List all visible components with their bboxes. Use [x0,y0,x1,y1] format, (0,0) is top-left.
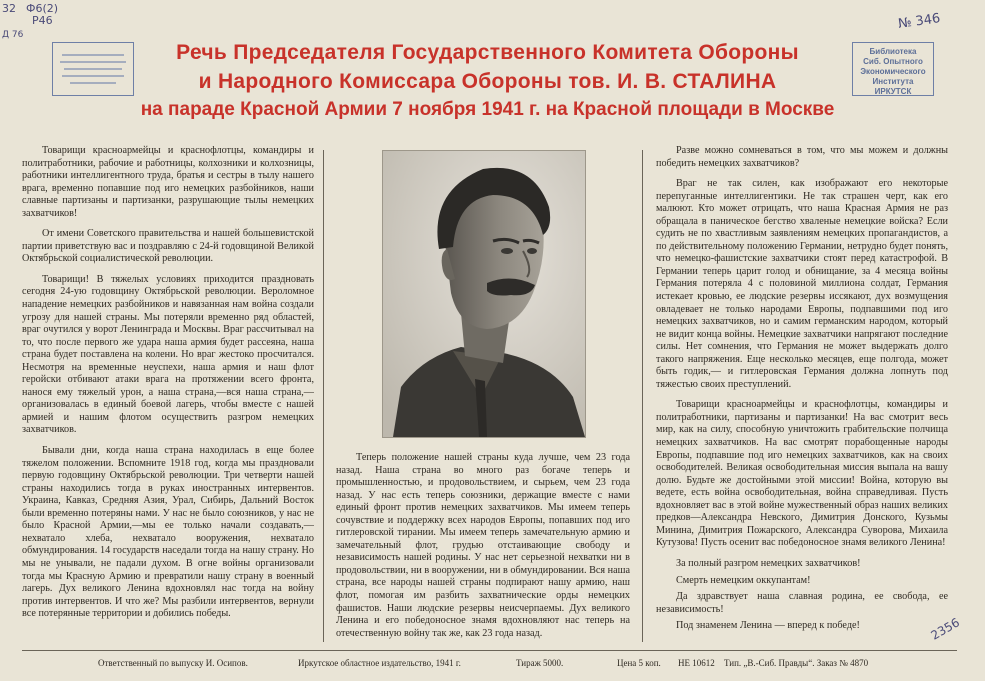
stamp-line-1: Библиотека [869,47,917,56]
footer-printing-house: Тип. „В.-Сиб. Правды“. Заказ № 4870 [724,658,869,668]
title-line-3: на параде Красной Армии 7 ноября 1941 г. на Красной площади в Москве [140,99,835,120]
stamp-line-2: Сиб. Опытного [863,57,923,66]
handwritten-inventory: 2356 [928,615,963,643]
library-stamp-right [852,42,934,96]
portrait-illustration [383,151,585,437]
stamp-line-4: Института [872,77,914,86]
handwritten-note-4: Д 76 [2,30,24,40]
handwritten-number: № 346 [897,11,942,32]
stamp-lines-graphic [54,47,132,91]
paragraph: Товарищи красноармейцы и краснофлотцы, командиры и политработники, рабочие и работницы, колхозники и колхозницы, работники интеллигентного труда, братья и сестры в тылу нашего врага, временно попавшие под иго немецких разбойников, наши славные партизаны и партизанки, разрушающие тылы немецких захватчиков! [22,145,314,219]
footer-price: Цена 5 коп. [617,658,661,668]
footer-rule [22,650,957,651]
stamp-line-3: Экономического [860,67,926,76]
footer-responsible: Ответственный по выпуску И. Осипов. [98,658,248,668]
slogan: Смерть немецким оккупантам! [676,574,811,586]
paragraph: Разве можно сомневаться в том, что мы можем и должны победить немецких захватчиков? [656,145,948,169]
column-divider-right [642,150,643,642]
column-divider-left [323,150,324,642]
footer-code: НЕ 10612 [678,658,715,668]
slogan: За полный разгром немецких захватчиков! [676,557,861,569]
speech-column-3 [656,145,948,637]
handwritten-note-1: 32 [2,2,16,15]
handwritten-note-3: Р46 [32,14,53,27]
speech-column-2 [336,452,630,648]
paragraph: От имени Советского правительства и нашей большевистской партии приветствую вас и поздравляю с 24-й годовщиной Великой Октябрьской социалистической революции. [22,228,314,265]
paragraph: Теперь положение нашей страны куда лучше, чем 23 года назад. Наша страна во много раз богаче теперь и промышленностью, и продовольствием, и сырьем, чем 23 года назад. У нас есть теперь союзники, держащие вместе с нами единый фронт против немецких захватчиков. Мы имеем теперь сочувствие и поддержку всех народов Европы, попавших под иго гитлеровской тирании. Мы имеем теперь замечательную армию и замечательный флот, грудью отстаивающие свободу и независимость нашей родины. У нас нет серьезной нехватки ни в продовольствии, ни в вооружении, ни в обмундировании. Вся наша страна, все народы нашей страны подпирают нашу армию, наш флот, помогая им разбить захватнические орды немецких фашистов. Наши людские резервы неисчерпаемы. Дух великого Ленина и его победоносное знамя вдохновляют нас теперь на отечественную войну так же, как 23 года назад. [336,452,630,639]
footer-publisher: Иркутское областное издательство, 1941 г. [298,658,461,668]
portrait-photo [382,150,586,438]
paragraph: Враг не так силен, как изображают его некоторые перепуганные интеллигентики. Не так страшен черт, как его малюют. Кто может отрицать, что наша Красная Армия не раз обращала в паническое бегство хваленые немецкие войска? Если судить не по хвастливым заявлениям немецких пропагандистов, а по действительному положению Германии, нетрудно будет понять, что немецко-фашистские захватчики стоят перед катастрофой. В Германии теперь царит голод и обнищание, за 4 месяца войны Германия потеряла 4 с половиной миллиона солдат, Германия истекает кровью, ее людские резервы иссякают, дух возмущения овладевает не только народами Европы, подпавшими под иго немецких захватчиков, но и самим германским народом, который не видит конца войны. Немецкие захватчики напрягают последние силы. Нет сомнения, что Германия не может выдержать долго такого напряжения. Еще несколько месяцев, еще полгода, может быть годик,— и гитлеровская Германия должна лопнуть под тяжестью своих преступлений. [656,178,948,390]
title-line-1: Речь Председателя Государственного Комитета Обороны [176,41,799,64]
handwritten-note-2: Ф6(2) [26,2,59,15]
title-line-2: и Народного Комиссара Обороны тов. И. В. СТАЛИНА [198,70,777,93]
footer-print-run: Тираж 5000. [516,658,564,668]
poster-title [140,38,835,123]
paragraph: Товарищи красноармейцы и краснофлотцы, командиры и политработники, партизаны и партизанки! На вас смотрит весь мир, как на силу, способную уничтожить грабительские полчища немецких захватчиков. На вас смотрят порабощенные народы Европы, подпавшие под иго немецких захватчиков, как на своих освободителей. Великая освободительная миссия выпала на вашу долю. Будьте же достойными этой миссии! Война, которую вы ведете, есть война освободительная, война справедливая. Пусть вдохновляет вас в этой войне мужественный образ наших великих предков—Александра Невского, Димитрия Донского, Кузьмы Минина, Димитрия Пожарского, Александра Суворова, Михаила Кутузова! Пусть осенит вас победоносное знамя великого Ленина! [656,399,948,549]
slogan: Под знаменем Ленина — вперед к победе! [676,620,860,632]
library-stamp-left [52,42,134,96]
paragraph: Товарищи! В тяжелых условиях приходится праздновать сегодня 24-ую годовщину Октябрьской революции. Вероломное нападение немецких разбойников и навязанная нам война создали угрозу для нашей страны. Мы потеряли временно ряд областей, враг очутился у ворот Ленинграда и Москвы. Враг рассчитывал на то, что после первого же удара наша армия будет рассеяна, наша страна будет поставлена на колени. Но враг жестоко просчитался. Несмотря на временные неуспехи, наша армия и наш флот геройски отбивают атаки врага на протяжении всего фронта, нанося ему тяжелый урон, а наша страна,—вся наша страна,—организовалась в единый боевой лагерь, чтобы вместе с нашей армией и нашим флотом осуществить разгром немецких захватчиков. [22,273,314,436]
slogan: Да здравствует наша славная родина, ее свобода, ее независимость! [656,591,948,615]
stamp-line-5: ИРКУТСК [874,87,912,96]
paragraph: Бывали дни, когда наша страна находилась в еще более тяжелом положении. Вспомните 1918 год, когда мы праздновали первую годовщину Октябрьской революции. Три четверти нашей страны находились тогда в руках иностранных интервентов. Украина, Кавказ, Средняя Азия, Урал, Сибирь, Дальний Восток были временно потеряны нами. У нас не было союзников, у нас не было Красной Армии,—мы ее только начали создавать,—нехватало хлеба, нехватало вооружения, нехватало обмундирования. 14 государств наседали тогда на нашу страну. Но мы не унывали, не падали духом. В огне войны организовали тогда мы Красную Армию и превратили нашу страну в военный лагерь. Дух великого Ленина вдохновлял нас тогда на войну против интервентов. И что же? Мы разбили интервентов, вернули все потерянные территории и добились победы. [22,445,314,620]
speech-column-1 [22,145,314,629]
